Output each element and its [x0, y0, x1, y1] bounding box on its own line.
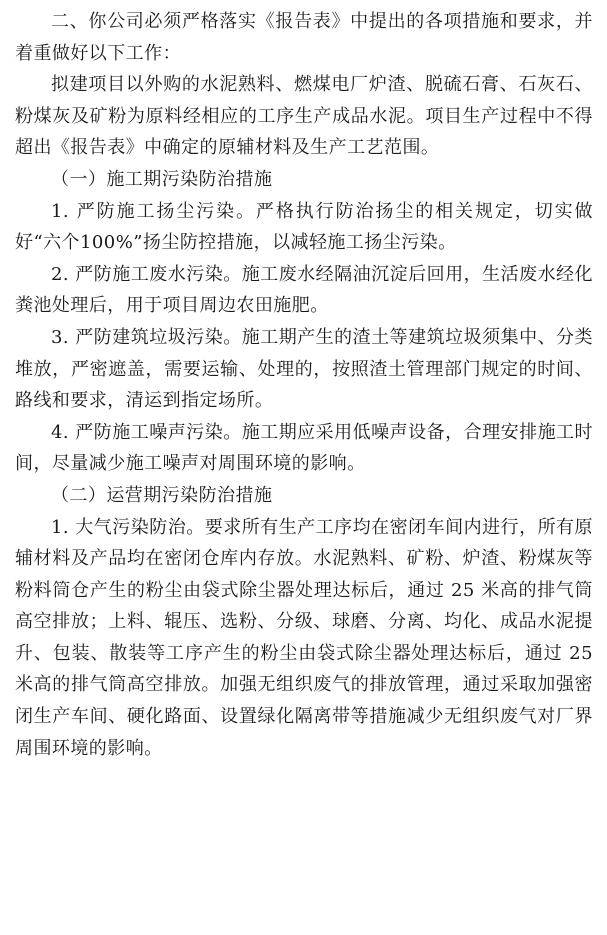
section-heading-construction: （一）施工期污染防治措施 [51, 168, 273, 190]
paragraph-intro: 二、你公司必须严格落实《报告表》中提出的各项措施和要求，并着重做好以下工作： [15, 11, 593, 64]
paragraph-project-scope: 拟建项目以外购的水泥熟料、燃煤电厂炉渣、脱硫石膏、石灰石、粉煤灰及矿粉为原料经相应的工序生产成品水泥。项目生产过程中不得超出《报告表》中确定的原辅材料及生产工艺范围。 [15, 74, 593, 159]
paragraph-wastewater-control: 2. 严防施工废水污染。施工废水经隔油沉淀后回用，生活废水经化粪池处理后，用于项目周边农田施肥。 [15, 263, 593, 317]
paragraph-dust-control: 1. 严防施工扬尘污染。严格执行防治扬尘的相关规定，切实做好“六个100%”扬尘防控措施，以减轻施工扬尘污染。 [15, 200, 593, 254]
paragraph-noise-control: 4. 严防施工噪声污染。施工期应采用低噪声设备，合理安排施工时间，尽量减少施工噪声对周围环境的影响。 [15, 421, 593, 475]
section-heading-operation: （二）运营期污染防治措施 [51, 484, 273, 506]
paragraph-air-pollution: 1. 大气污染防治。要求所有生产工序均在密闭车间内进行，所有原辅材料及产品均在密闭仓库内存放。水泥熟料、矿粉、炉渣、粉煤灰等粉料筒仓产生的粉尘由袋式除尘器处理达标后，通过 25 米高的排气筒高空排放；上料、辊压、选粉、分级、球磨、分离、均化、成品水泥提升、包装、散装等工序产生的粉尘由袋式除尘器处理达标后，通过 25 米高的排气筒高空排放。加强无组织废气的排放管理，通过采取加强密闭生产车间、硬化路面、设置绿化隔离带等措施减少无组织废气对厂界周围环境的影响。 [15, 516, 593, 759]
paragraph-waste-control: 3. 严防建筑垃圾污染。施工期产生的渣土等建筑垃圾须集中、分类堆放，严密遮盖，需要运输、处理的，按照渣土管理部门规定的时间、路线和要求，清运到指定场所。 [15, 326, 593, 412]
